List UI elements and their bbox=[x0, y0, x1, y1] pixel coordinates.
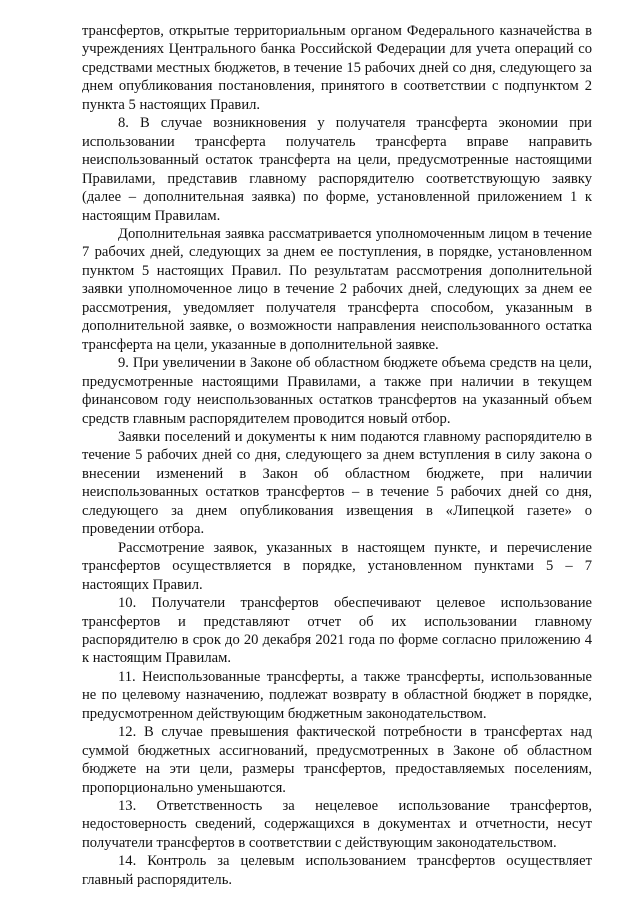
paragraph-9-applications: Заявки поселений и документы к ним подаются главному распорядителю в течение 5 рабочих дней со дня, следующего за днем вступления в силу закона о внесении изменений в Закон об областном бюджете, при наличии неиспользованных остатков трансфертов – в течение 5 рабочих дней со дня, следующего за днем опубликования извещения в «Липецкой газете» о проведении отбора. bbox=[82, 428, 592, 538]
paragraph-9-review: Рассмотрение заявок, указанных в настоящем пункте, и перечисление трансфертов осуществляется в порядке, установленном пунктами 5 – 7 настоящих Правил. bbox=[82, 539, 592, 593]
paragraph-11: 11. Неиспользованные трансферты, а также трансферты, использованные не по целевому назначению, подлежат возврату в областной бюджет в порядке, предусмотренном действующим бюджетным законодательством. bbox=[82, 668, 592, 722]
paragraph-14: 14. Контроль за целевым использованием трансфертов осуществляет главный распорядитель. bbox=[82, 853, 592, 888]
paragraph-continuation: трансфертов, открытые территориальным органом Федерального казначейства в учреждениях Центрального банка Российской Федерации для учета операций со средствами местных бюджетов, в течение 15 рабочих дней со дня, следующего за днем опубликования постановления, принятого в соответствии с подпунктом 2 пункта 5 настоящих Правил. bbox=[82, 23, 592, 113]
paragraph-12: 12. В случае превышения фактической потребности в трансфертах над суммой бюджетных ассигнований, предусмотренных в Законе об областном бюджете на эти цели, размеры трансфертов, предоставляемых поселениям, пропорционально уменьшаются. bbox=[82, 724, 592, 796]
paragraph-8: 8. В случае возникновения у получателя трансферта экономии при использовании трансферта получатель трансферта вправе направить неиспользованный остаток трансферта на цели, предусмотренные настоящими Правилами, представив главному распорядителю соответствующую заявку (далее – дополнительная заявка) по форме, установленной приложением 1 к настоящим Правилам. bbox=[82, 115, 592, 224]
paragraph-8-additional-application: Дополнительная заявка рассматривается уполномоченным лицом в течение 7 рабочих дней, следующих за днем ее поступления, в порядке, установленном пунктом 5 настоящих Правил. По результатам рассмотрения дополнительной заявки уполномоченное лицо в течение 2 рабочих дней, следующих за днем ее рассмотрения, уведомляет получателя трансферта способом, указанным в дополнительной заявке, о возможности направления неиспользованного остатка трансферта на цели, указанные в дополнительной заявке. bbox=[82, 225, 592, 353]
paragraph-10: 10. Получатели трансфертов обеспечивают целевое использование трансфертов и представляют отчет об их использовании главному распорядителю в срок до 20 декабря 2021 года по форме согласно приложению 4 к настоящим Правилам. bbox=[82, 595, 592, 667]
paragraph-13: 13. Ответственность за нецелевое использование трансфертов, недостоверность сведений, содержащихся в документах и отчетности, несут получатели трансфертов в соответствии с действующим законодательством. bbox=[82, 798, 592, 851]
paragraph-9: 9. При увеличении в Законе об областном бюджете объема средств на цели, предусмотренные настоящими Правилами, а также при наличии в текущем финансовом году неиспользованных остатков трансфертов на указанный объем средств главным распорядителем проводится новый отбор. bbox=[82, 355, 592, 427]
